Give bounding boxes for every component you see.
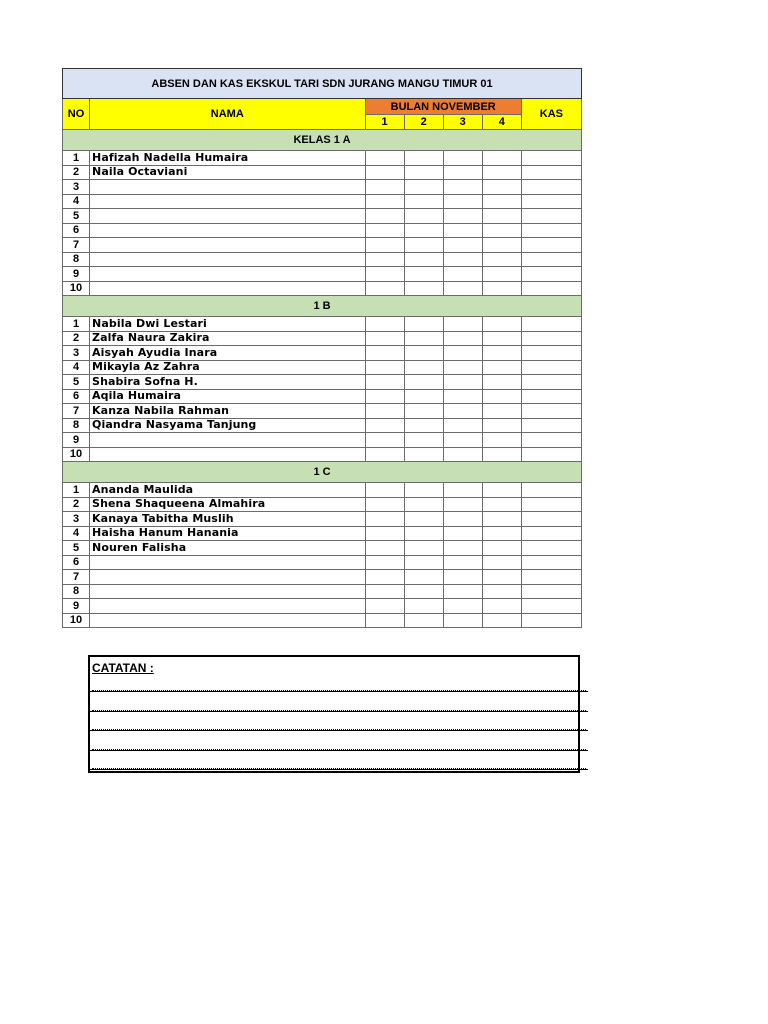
- student-row: [63, 570, 582, 585]
- attendance-table: [62, 68, 582, 628]
- attendance-cell[interactable]: [482, 165, 521, 180]
- attendance-cell[interactable]: [443, 317, 482, 332]
- attendance-cell[interactable]: [365, 483, 404, 498]
- kas-cell[interactable]: [521, 404, 581, 419]
- student-name[interactable]: [90, 223, 366, 238]
- student-name[interactable]: Nouren Falisha: [90, 541, 366, 556]
- attendance-cell[interactable]: [482, 223, 521, 238]
- attendance-cell[interactable]: [404, 613, 443, 628]
- attendance-cell[interactable]: [443, 389, 482, 404]
- attendance-cell[interactable]: [482, 526, 521, 541]
- kas-cell[interactable]: [521, 584, 581, 599]
- attendance-cell[interactable]: [482, 404, 521, 419]
- student-name[interactable]: [90, 447, 366, 462]
- student-row: [63, 281, 582, 296]
- student-row: [63, 389, 582, 404]
- attendance-cell[interactable]: [404, 223, 443, 238]
- attendance-cell[interactable]: [404, 483, 443, 498]
- row-number: 9: [63, 599, 90, 614]
- notes-line[interactable]: [90, 679, 588, 692]
- header-month: BULAN NOVEMBER: [365, 99, 521, 115]
- row-number: 4: [63, 526, 90, 541]
- student-name[interactable]: Ananda Maulida: [90, 483, 366, 498]
- attendance-cell[interactable]: [482, 584, 521, 599]
- attendance-cell[interactable]: [443, 252, 482, 267]
- student-row: [63, 599, 582, 614]
- kas-cell[interactable]: [521, 599, 581, 614]
- attendance-cell[interactable]: [482, 570, 521, 585]
- student-row: [63, 512, 582, 527]
- attendance-cell[interactable]: [365, 389, 404, 404]
- attendance-cell[interactable]: [365, 252, 404, 267]
- kas-cell[interactable]: [521, 418, 581, 433]
- attendance-cell[interactable]: [482, 375, 521, 390]
- attendance-cell[interactable]: [365, 418, 404, 433]
- row-number: 3: [63, 180, 90, 195]
- attendance-cell[interactable]: [482, 433, 521, 448]
- student-name[interactable]: [90, 252, 366, 267]
- kas-cell[interactable]: [521, 613, 581, 628]
- kas-cell[interactable]: [521, 267, 581, 282]
- student-name[interactable]: [90, 613, 366, 628]
- attendance-cell[interactable]: [482, 613, 521, 628]
- attendance-cell[interactable]: [482, 281, 521, 296]
- kas-cell[interactable]: [521, 447, 581, 462]
- attendance-cell[interactable]: [443, 483, 482, 498]
- attendance-cell[interactable]: [443, 433, 482, 448]
- attendance-cell[interactable]: [404, 404, 443, 419]
- attendance-cell[interactable]: [365, 281, 404, 296]
- header-week-4: 4: [482, 115, 521, 130]
- student-name[interactable]: [90, 238, 366, 253]
- attendance-cell[interactable]: [365, 447, 404, 462]
- attendance-cell[interactable]: [482, 360, 521, 375]
- attendance-cell[interactable]: [482, 389, 521, 404]
- attendance-cell[interactable]: [482, 447, 521, 462]
- student-name[interactable]: Shena Shaqueena Almahira: [90, 497, 366, 512]
- header-no: NO: [63, 99, 90, 130]
- attendance-cell[interactable]: [404, 331, 443, 346]
- attendance-cell[interactable]: [404, 541, 443, 556]
- attendance-cell[interactable]: [443, 541, 482, 556]
- row-number: 4: [63, 360, 90, 375]
- attendance-cell[interactable]: [365, 317, 404, 332]
- student-row: [63, 526, 582, 541]
- attendance-cell[interactable]: [365, 599, 404, 614]
- student-row: [63, 180, 582, 195]
- student-row: [63, 194, 582, 209]
- kas-cell[interactable]: [521, 389, 581, 404]
- section-header: KELAS 1 A: [63, 130, 582, 151]
- attendance-cell[interactable]: [365, 404, 404, 419]
- attendance-cell[interactable]: [365, 194, 404, 209]
- kas-cell[interactable]: [521, 555, 581, 570]
- row-number: 1: [63, 483, 90, 498]
- attendance-cell[interactable]: [365, 209, 404, 224]
- row-number: 6: [63, 223, 90, 238]
- row-number: 8: [63, 584, 90, 599]
- student-name[interactable]: [90, 267, 366, 282]
- attendance-cell[interactable]: [404, 317, 443, 332]
- row-number: 7: [63, 238, 90, 253]
- student-row: [63, 252, 582, 267]
- attendance-cell[interactable]: [365, 433, 404, 448]
- student-name[interactable]: Mikayla Az Zahra: [90, 360, 366, 375]
- notes-line[interactable]: [90, 738, 588, 751]
- row-number: 7: [63, 404, 90, 419]
- attendance-cell[interactable]: [404, 418, 443, 433]
- attendance-cell[interactable]: [482, 418, 521, 433]
- kas-cell[interactable]: [521, 497, 581, 512]
- row-number: 9: [63, 267, 90, 282]
- attendance-cell[interactable]: [482, 497, 521, 512]
- attendance-cell[interactable]: [443, 375, 482, 390]
- attendance-cell[interactable]: [443, 526, 482, 541]
- row-number: 1: [63, 317, 90, 332]
- kas-cell[interactable]: [521, 433, 581, 448]
- attendance-cell[interactable]: [404, 180, 443, 195]
- kas-cell[interactable]: [521, 281, 581, 296]
- row-number: 10: [63, 613, 90, 628]
- student-name[interactable]: Hafizah Nadella Humaira: [90, 151, 366, 166]
- student-name[interactable]: Naila Octaviani: [90, 165, 366, 180]
- attendance-cell[interactable]: [482, 267, 521, 282]
- attendance-cell[interactable]: [443, 267, 482, 282]
- student-name[interactable]: Kanza Nabila Rahman: [90, 404, 366, 419]
- kas-cell[interactable]: [521, 331, 581, 346]
- row-number: 2: [63, 497, 90, 512]
- student-row: [63, 238, 582, 253]
- kas-cell[interactable]: [521, 238, 581, 253]
- attendance-cell[interactable]: [365, 238, 404, 253]
- attendance-cell[interactable]: [443, 613, 482, 628]
- kas-cell[interactable]: [521, 194, 581, 209]
- attendance-cell[interactable]: [365, 331, 404, 346]
- attendance-cell[interactable]: [404, 238, 443, 253]
- student-row: [63, 404, 582, 419]
- attendance-cell[interactable]: [482, 252, 521, 267]
- attendance-cell[interactable]: [404, 165, 443, 180]
- student-name[interactable]: [90, 194, 366, 209]
- student-name[interactable]: Kanaya Tabitha Muslih: [90, 512, 366, 527]
- student-row: [63, 360, 582, 375]
- notes-line[interactable]: [90, 718, 588, 731]
- student-name[interactable]: [90, 570, 366, 585]
- student-name[interactable]: Shabira Sofna H.: [90, 375, 366, 390]
- student-row: [63, 584, 582, 599]
- attendance-cell[interactable]: [443, 165, 482, 180]
- attendance-cell[interactable]: [365, 223, 404, 238]
- attendance-cell[interactable]: [482, 541, 521, 556]
- student-name[interactable]: Zalfa Naura Zakira: [90, 331, 366, 346]
- attendance-cell[interactable]: [404, 194, 443, 209]
- notes-box: [88, 655, 580, 773]
- attendance-cell[interactable]: [443, 584, 482, 599]
- attendance-cell[interactable]: [365, 497, 404, 512]
- attendance-cell[interactable]: [404, 497, 443, 512]
- student-name[interactable]: [90, 180, 366, 195]
- row-number: 5: [63, 375, 90, 390]
- attendance-cell[interactable]: [443, 447, 482, 462]
- student-name[interactable]: [90, 555, 366, 570]
- attendance-cell[interactable]: [482, 555, 521, 570]
- attendance-cell[interactable]: [365, 165, 404, 180]
- row-number: 2: [63, 165, 90, 180]
- student-row: [63, 433, 582, 448]
- kas-cell[interactable]: [521, 512, 581, 527]
- attendance-cell[interactable]: [365, 570, 404, 585]
- notes-line[interactable]: [90, 699, 588, 712]
- attendance-cell[interactable]: [365, 346, 404, 361]
- attendance-cell[interactable]: [365, 512, 404, 527]
- section-header: 1 C: [63, 462, 582, 483]
- row-number: 2: [63, 331, 90, 346]
- kas-cell[interactable]: [521, 209, 581, 224]
- attendance-cell[interactable]: [482, 483, 521, 498]
- attendance-cell[interactable]: [443, 418, 482, 433]
- student-row: [63, 497, 582, 512]
- attendance-cell[interactable]: [404, 570, 443, 585]
- attendance-cell[interactable]: [482, 599, 521, 614]
- kas-cell[interactable]: [521, 346, 581, 361]
- attendance-cell[interactable]: [443, 209, 482, 224]
- kas-cell[interactable]: [521, 223, 581, 238]
- header-week-1: 1: [365, 115, 404, 130]
- attendance-cell[interactable]: [365, 584, 404, 599]
- attendance-cell[interactable]: [443, 360, 482, 375]
- kas-cell[interactable]: [521, 165, 581, 180]
- student-row: [63, 223, 582, 238]
- student-name[interactable]: Aqila Humaira: [90, 389, 366, 404]
- attendance-cell[interactable]: [365, 375, 404, 390]
- header-nama: NAMA: [90, 99, 366, 130]
- row-number: 1: [63, 151, 90, 166]
- attendance-cell[interactable]: [404, 389, 443, 404]
- row-number: 6: [63, 555, 90, 570]
- row-number: 5: [63, 209, 90, 224]
- attendance-cell[interactable]: [404, 433, 443, 448]
- attendance-cell[interactable]: [443, 194, 482, 209]
- student-name[interactable]: [90, 281, 366, 296]
- attendance-cell[interactable]: [404, 512, 443, 527]
- kas-cell[interactable]: [521, 252, 581, 267]
- kas-cell[interactable]: [521, 526, 581, 541]
- attendance-cell[interactable]: [365, 267, 404, 282]
- row-number: 8: [63, 252, 90, 267]
- row-number: 9: [63, 433, 90, 448]
- student-row: [63, 555, 582, 570]
- attendance-cell[interactable]: [404, 360, 443, 375]
- attendance-cell[interactable]: [404, 599, 443, 614]
- notes-line[interactable]: [90, 757, 588, 770]
- row-number: 6: [63, 389, 90, 404]
- header-kas: KAS: [521, 99, 581, 130]
- attendance-cell[interactable]: [365, 526, 404, 541]
- row-number: 4: [63, 194, 90, 209]
- attendance-cell[interactable]: [404, 346, 443, 361]
- attendance-cell[interactable]: [482, 151, 521, 166]
- attendance-cell[interactable]: [482, 194, 521, 209]
- kas-cell[interactable]: [521, 375, 581, 390]
- student-row: [63, 317, 582, 332]
- row-number: 10: [63, 281, 90, 296]
- row-number: 3: [63, 512, 90, 527]
- attendance-cell[interactable]: [443, 180, 482, 195]
- attendance-cell[interactable]: [404, 281, 443, 296]
- attendance-cell[interactable]: [404, 267, 443, 282]
- attendance-cell[interactable]: [443, 151, 482, 166]
- student-row: [63, 151, 582, 166]
- student-row: [63, 375, 582, 390]
- student-row: [63, 541, 582, 556]
- student-name[interactable]: Haisha Hanum Hanania: [90, 526, 366, 541]
- row-number: 7: [63, 570, 90, 585]
- student-name[interactable]: Aisyah Ayudia Inara: [90, 346, 366, 361]
- student-row: [63, 418, 582, 433]
- header-week-3: 3: [443, 115, 482, 130]
- kas-cell[interactable]: [521, 483, 581, 498]
- student-name[interactable]: Qiandra Nasyama Tanjung: [90, 418, 366, 433]
- attendance-cell[interactable]: [365, 613, 404, 628]
- attendance-cell[interactable]: [404, 209, 443, 224]
- attendance-cell[interactable]: [404, 447, 443, 462]
- attendance-cell[interactable]: [443, 599, 482, 614]
- attendance-cell[interactable]: [482, 331, 521, 346]
- attendance-cell[interactable]: [443, 223, 482, 238]
- attendance-cell[interactable]: [443, 238, 482, 253]
- student-name[interactable]: [90, 599, 366, 614]
- student-name[interactable]: [90, 433, 366, 448]
- student-row: [63, 483, 582, 498]
- attendance-cell[interactable]: [482, 346, 521, 361]
- attendance-cell[interactable]: [404, 252, 443, 267]
- attendance-cell[interactable]: [443, 570, 482, 585]
- attendance-cell[interactable]: [443, 331, 482, 346]
- attendance-cell[interactable]: [404, 375, 443, 390]
- row-number: 3: [63, 346, 90, 361]
- kas-cell[interactable]: [521, 180, 581, 195]
- student-row: [63, 267, 582, 282]
- attendance-cell[interactable]: [443, 497, 482, 512]
- row-number: 8: [63, 418, 90, 433]
- attendance-cell[interactable]: [365, 180, 404, 195]
- kas-cell[interactable]: [521, 151, 581, 166]
- attendance-cell[interactable]: [443, 512, 482, 527]
- student-name[interactable]: [90, 584, 366, 599]
- attendance-cell[interactable]: [443, 555, 482, 570]
- student-row: [63, 209, 582, 224]
- attendance-cell[interactable]: [404, 151, 443, 166]
- attendance-cell[interactable]: [482, 238, 521, 253]
- attendance-cell[interactable]: [404, 555, 443, 570]
- attendance-cell[interactable]: [482, 209, 521, 224]
- attendance-cell[interactable]: [443, 404, 482, 419]
- row-number: 10: [63, 447, 90, 462]
- attendance-cell[interactable]: [482, 317, 521, 332]
- header-week-2: 2: [404, 115, 443, 130]
- attendance-cell[interactable]: [365, 151, 404, 166]
- row-number: 5: [63, 541, 90, 556]
- student-name[interactable]: [90, 209, 366, 224]
- kas-cell[interactable]: [521, 360, 581, 375]
- attendance-cell[interactable]: [482, 512, 521, 527]
- student-row: [63, 346, 582, 361]
- section-header: 1 B: [63, 296, 582, 317]
- student-row: [63, 613, 582, 628]
- attendance-cell[interactable]: [482, 180, 521, 195]
- notes-title: CATATAN :: [92, 661, 154, 675]
- attendance-cell[interactable]: [404, 584, 443, 599]
- student-row: [63, 447, 582, 462]
- student-name[interactable]: Nabila Dwi Lestari: [90, 317, 366, 332]
- student-row: [63, 331, 582, 346]
- attendance-cell[interactable]: [404, 526, 443, 541]
- kas-cell[interactable]: [521, 570, 581, 585]
- attendance-cell[interactable]: [365, 555, 404, 570]
- attendance-cell[interactable]: [365, 541, 404, 556]
- student-row: [63, 165, 582, 180]
- attendance-cell[interactable]: [365, 360, 404, 375]
- kas-cell[interactable]: [521, 317, 581, 332]
- sheet-title: ABSEN DAN KAS EKSKUL TARI SDN JURANG MANGU TIMUR 01: [63, 69, 582, 99]
- kas-cell[interactable]: [521, 541, 581, 556]
- attendance-cell[interactable]: [443, 281, 482, 296]
- attendance-cell[interactable]: [443, 346, 482, 361]
